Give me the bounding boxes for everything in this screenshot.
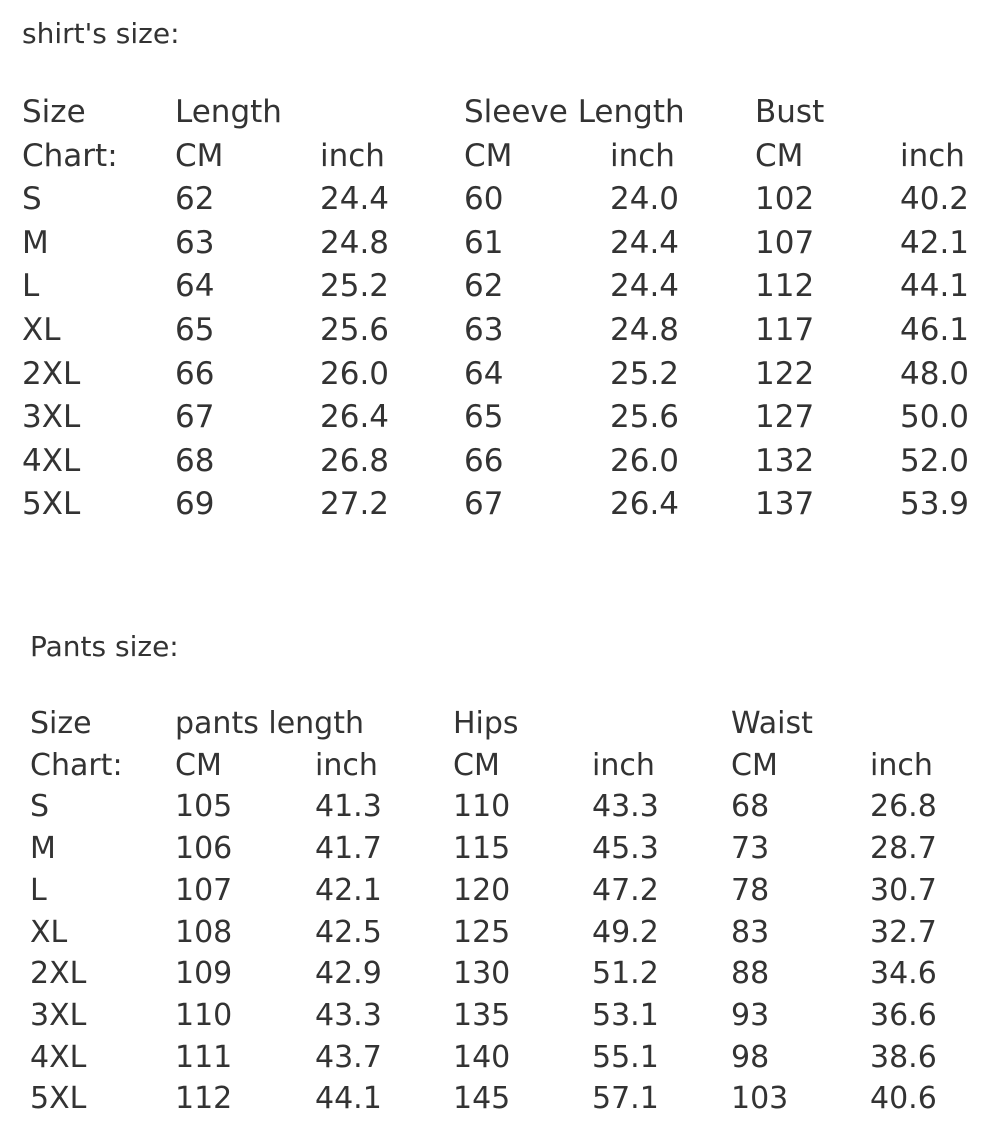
table-cell: 62 xyxy=(464,268,504,305)
table-row xyxy=(0,872,1000,916)
table-cell: 42.1 xyxy=(900,224,970,261)
pants-header-group-cell: Hips xyxy=(453,706,519,741)
pants-header-unit-cell: CM xyxy=(731,747,778,783)
table-cell: M xyxy=(30,831,56,867)
table-cell: 50.0 xyxy=(900,399,970,436)
pants-header-unit-row xyxy=(0,747,1000,791)
pants-header-unit-cell: CM xyxy=(175,747,222,783)
table-cell: 25.6 xyxy=(610,399,680,436)
table-cell: 63 xyxy=(175,224,215,261)
table-row xyxy=(0,486,1000,529)
table-cell: 25.2 xyxy=(320,268,390,305)
table-cell: 135 xyxy=(453,997,511,1033)
table-cell: 3XL xyxy=(30,997,87,1033)
table-cell: 24.0 xyxy=(610,181,680,218)
table-cell: 65 xyxy=(175,312,215,348)
table-cell: 140 xyxy=(453,1039,511,1075)
table-cell: 53.9 xyxy=(900,486,970,523)
table-cell: 4XL xyxy=(22,442,81,479)
table-cell: 46.1 xyxy=(900,312,970,348)
table-row xyxy=(0,268,1000,311)
pants-header-unit-cell: inch xyxy=(315,747,378,783)
table-cell: 24.4 xyxy=(610,224,680,261)
table-cell: 25.2 xyxy=(610,355,680,392)
table-cell: 108 xyxy=(175,914,233,950)
table-cell: 66 xyxy=(464,442,504,479)
table-cell: 24.8 xyxy=(320,224,390,261)
table-cell: 3XL xyxy=(22,399,81,436)
table-cell: 43.3 xyxy=(592,789,659,825)
table-cell: 110 xyxy=(453,789,511,825)
table-cell: 67 xyxy=(464,486,504,523)
table-cell: 4XL xyxy=(30,1039,87,1075)
table-cell: 38.6 xyxy=(870,1039,937,1075)
shirt-header-unit-cell: CM xyxy=(175,137,224,174)
table-cell: 78 xyxy=(731,872,770,908)
table-cell: 117 xyxy=(755,312,815,348)
shirt-header-unit-cell: inch xyxy=(320,137,385,174)
table-cell: S xyxy=(30,789,50,825)
table-cell: 40.2 xyxy=(900,181,970,218)
shirt-header-group-cell: Length xyxy=(175,94,282,130)
table-cell: 98 xyxy=(731,1039,770,1075)
table-cell: 64 xyxy=(464,355,504,392)
table-cell: 65 xyxy=(464,399,504,436)
table-row xyxy=(0,224,1000,268)
table-cell: 102 xyxy=(755,181,815,218)
shirt-header-unit-cell: Chart: xyxy=(22,137,118,174)
table-row xyxy=(0,956,1000,999)
pants-header-group-row xyxy=(0,706,1000,749)
table-row xyxy=(0,1039,1000,1083)
table-row xyxy=(0,914,1000,958)
table-cell: 125 xyxy=(453,914,511,950)
table-cell: L xyxy=(30,872,47,908)
table-cell: 5XL xyxy=(22,486,81,523)
pants-header-group-cell: Waist xyxy=(731,706,813,741)
table-cell: 40.6 xyxy=(870,1081,937,1117)
table-cell: 42.1 xyxy=(315,872,382,908)
table-cell: 106 xyxy=(175,831,233,867)
shirt-header-group-cell: Bust xyxy=(755,94,825,130)
pants-header-group-cell: pants length xyxy=(175,706,364,741)
table-row xyxy=(0,312,1000,355)
table-cell: 26.8 xyxy=(320,442,390,479)
table-cell: 130 xyxy=(453,956,511,992)
table-cell: 103 xyxy=(731,1081,789,1117)
table-cell: 111 xyxy=(175,1039,233,1075)
table-cell: XL xyxy=(30,914,68,950)
table-cell: 36.6 xyxy=(870,997,937,1033)
table-cell: 27.2 xyxy=(320,486,390,523)
table-cell: 64 xyxy=(175,268,215,305)
table-cell: 5XL xyxy=(30,1081,87,1117)
shirt-header-unit-row xyxy=(0,137,1000,181)
table-cell: 24.4 xyxy=(320,181,390,218)
table-cell: 83 xyxy=(731,914,770,950)
shirt-header-unit-cell: CM xyxy=(464,137,513,174)
table-cell: 24.4 xyxy=(610,268,680,305)
shirt-header-group-cell: Sleeve Length xyxy=(464,94,685,130)
table-row xyxy=(0,355,1000,399)
table-cell: 42.9 xyxy=(315,956,382,992)
table-cell: 55.1 xyxy=(592,1039,659,1075)
table-cell: 112 xyxy=(175,1081,233,1117)
table-cell: 24.8 xyxy=(610,312,680,348)
shirt-header-unit-cell: inch xyxy=(900,137,965,174)
table-row xyxy=(0,1081,1000,1124)
table-cell: 34.6 xyxy=(870,956,937,992)
table-cell: 57.1 xyxy=(592,1081,659,1117)
table-cell: L xyxy=(22,268,40,305)
table-cell: 28.7 xyxy=(870,831,937,867)
table-cell: 69 xyxy=(175,486,215,523)
table-cell: 110 xyxy=(175,997,233,1033)
shirt-header-unit-cell: CM xyxy=(755,137,804,174)
table-cell: 122 xyxy=(755,355,815,392)
table-cell: 26.8 xyxy=(870,789,937,825)
table-row xyxy=(0,442,1000,486)
table-cell: 127 xyxy=(755,399,815,436)
table-cell: 67 xyxy=(175,399,215,436)
table-cell: 60 xyxy=(464,181,504,218)
table-cell: 137 xyxy=(755,486,815,523)
table-cell: 93 xyxy=(731,997,770,1033)
table-cell: 45.3 xyxy=(592,831,659,867)
table-cell: 48.0 xyxy=(900,355,970,392)
table-row xyxy=(0,181,1000,224)
table-cell: 32.7 xyxy=(870,914,937,950)
table-cell: 109 xyxy=(175,956,233,992)
pants-size-title: Pants size: xyxy=(30,630,179,663)
table-cell: 68 xyxy=(731,789,770,825)
table-cell: 66 xyxy=(175,355,215,392)
table-row xyxy=(0,399,1000,442)
table-cell: 26.4 xyxy=(320,399,390,436)
table-cell: 107 xyxy=(755,224,815,261)
table-cell: 120 xyxy=(453,872,511,908)
pants-header-unit-cell: inch xyxy=(592,747,655,783)
table-cell: M xyxy=(22,224,49,261)
table-cell: 53.1 xyxy=(592,997,659,1033)
pants-header-unit-cell: Chart: xyxy=(30,747,123,783)
shirt-size-title: shirt's size: xyxy=(22,17,180,50)
table-cell: 73 xyxy=(731,831,770,867)
pants-header-unit-cell: inch xyxy=(870,747,933,783)
shirt-header-group-row xyxy=(0,94,1000,137)
table-cell: 26.0 xyxy=(320,355,390,392)
table-cell: 107 xyxy=(175,872,233,908)
table-cell: 145 xyxy=(453,1081,511,1117)
table-cell: 47.2 xyxy=(592,872,659,908)
table-cell: XL xyxy=(22,312,61,348)
table-cell: 41.3 xyxy=(315,789,382,825)
table-cell: 26.0 xyxy=(610,442,680,479)
table-cell: 68 xyxy=(175,442,215,479)
table-row xyxy=(0,831,1000,874)
table-cell: 2XL xyxy=(22,355,81,392)
table-cell: 41.7 xyxy=(315,831,382,867)
table-cell: 52.0 xyxy=(900,442,970,479)
table-cell: 25.6 xyxy=(320,312,390,348)
pants-header-group-cell: Size xyxy=(30,706,92,741)
table-row xyxy=(0,789,1000,832)
shirt-header-unit-cell: inch xyxy=(610,137,675,174)
table-cell: 43.3 xyxy=(315,997,382,1033)
table-cell: 61 xyxy=(464,224,504,261)
table-cell: 51.2 xyxy=(592,956,659,992)
table-cell: 26.4 xyxy=(610,486,680,523)
table-cell: 30.7 xyxy=(870,872,937,908)
table-cell: 49.2 xyxy=(592,914,659,950)
table-cell: 44.1 xyxy=(900,268,970,305)
table-cell: 115 xyxy=(453,831,511,867)
table-cell: S xyxy=(22,181,42,218)
table-cell: 112 xyxy=(755,268,815,305)
shirt-header-group-cell: Size xyxy=(22,94,86,130)
table-cell: 43.7 xyxy=(315,1039,382,1075)
table-cell: 105 xyxy=(175,789,233,825)
table-cell: 62 xyxy=(175,181,215,218)
table-cell: 44.1 xyxy=(315,1081,382,1117)
table-row xyxy=(0,997,1000,1041)
table-cell: 63 xyxy=(464,312,504,348)
table-cell: 132 xyxy=(755,442,815,479)
table-cell: 88 xyxy=(731,956,770,992)
table-cell: 2XL xyxy=(30,956,87,992)
table-cell: 42.5 xyxy=(315,914,382,950)
pants-header-unit-cell: CM xyxy=(453,747,500,783)
